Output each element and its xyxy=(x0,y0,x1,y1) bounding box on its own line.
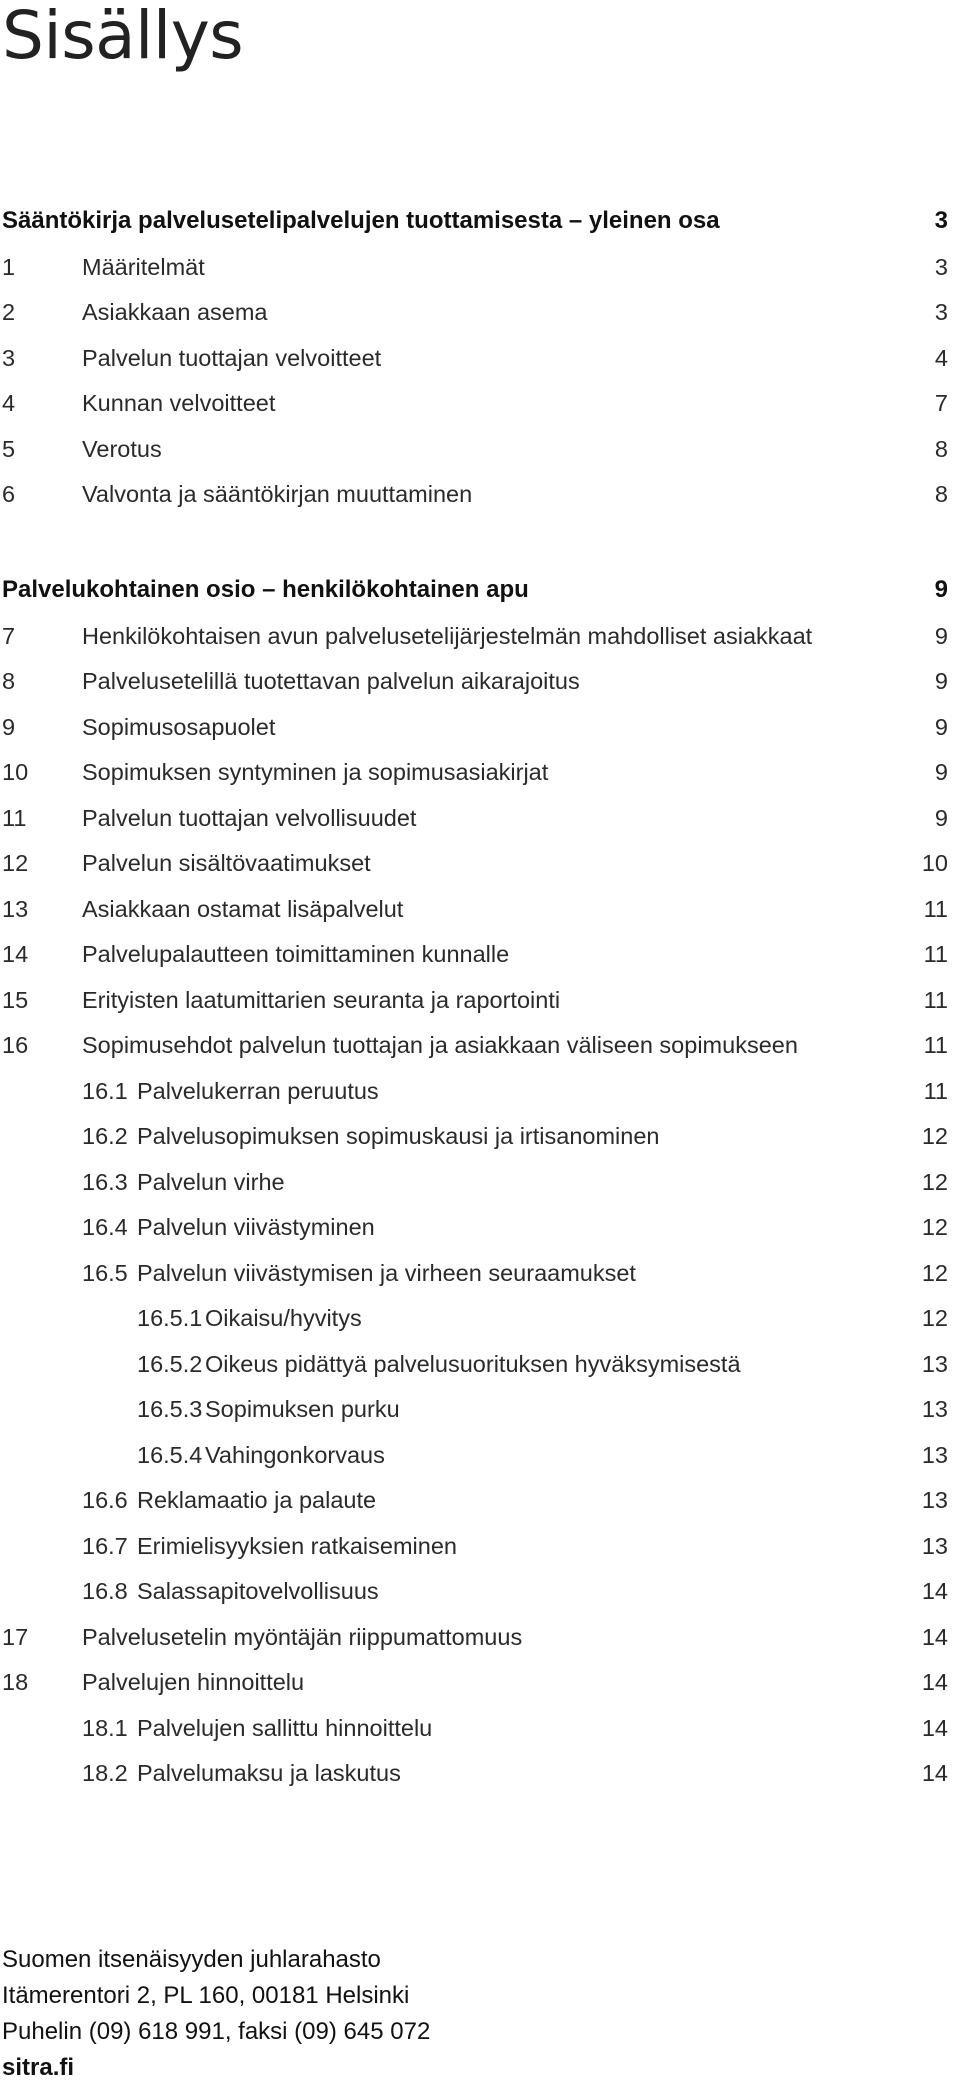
toc-entry[interactable] xyxy=(0,1253,948,1293)
toc-entry-page: 12 xyxy=(921,1259,948,1286)
toc-entry-page: 9 xyxy=(934,804,948,831)
footer-address: Itämerentori 2, PL 160, 00181 Helsinki xyxy=(2,1982,410,2009)
toc-entry[interactable] xyxy=(0,1116,948,1156)
toc-entry-page: 14 xyxy=(921,1714,948,1741)
toc-entry-number: 16 xyxy=(2,1032,29,1058)
toc-entry-page: 12 xyxy=(921,1214,948,1240)
toc-entry-title: Palvelumaksu ja laskutus xyxy=(137,1760,401,1786)
toc-entry-title: Valvonta ja sääntökirjan muuttaminen xyxy=(82,481,473,507)
toc-entry[interactable] xyxy=(0,247,948,287)
toc-entry-page: 11 xyxy=(923,941,948,967)
toc-entry-title: Palvelusetelin myöntäjän riippumattomuus xyxy=(82,1623,523,1650)
toc-entry-title: Salassapitovelvollisuus xyxy=(137,1578,379,1604)
toc-entry-number: 16.7 xyxy=(82,1532,128,1559)
toc-entry-page: 10 xyxy=(921,850,948,876)
toc-entry-number: 16.5.1 xyxy=(137,1305,203,1331)
toc-heading-page: 9 xyxy=(934,576,948,603)
toc-entry-page: 3 xyxy=(934,299,948,325)
toc-entry[interactable] xyxy=(0,1435,948,1475)
toc-entry-title: Palvelun viivästymisen ja virheen seuraamukset xyxy=(137,1259,636,1286)
toc-entry-title: Verotus xyxy=(82,435,162,462)
toc-entry-page: 9 xyxy=(934,759,948,785)
toc-entry[interactable] xyxy=(0,1662,948,1702)
toc-entry-number: 18.2 xyxy=(82,1760,128,1786)
toc-entry-title: Reklamaatio ja palaute xyxy=(137,1487,377,1513)
toc-entry-title: Palvelujen sallittu hinnoittelu xyxy=(137,1714,433,1741)
toc-entry-number: 16.8 xyxy=(82,1578,128,1604)
toc-entry-title: Sopimusosapuolet xyxy=(82,713,276,740)
toc-entry-number: 13 xyxy=(2,895,29,922)
toc-entry-number: 11 xyxy=(2,804,27,831)
toc-entry-page: 14 xyxy=(921,1578,948,1604)
toc-entry-number: 16.5 xyxy=(82,1259,128,1286)
toc-entry-page: 12 xyxy=(921,1168,948,1195)
toc-entry-page: 13 xyxy=(921,1487,948,1513)
toc-entry-title: Palvelukerran peruutus xyxy=(137,1077,379,1104)
toc-entry[interactable] xyxy=(0,383,948,423)
toc-entry-page: 11 xyxy=(923,986,948,1013)
toc-entry[interactable] xyxy=(0,1162,948,1202)
toc-heading-text: Palvelukohtainen osio – henkilökohtainen apu xyxy=(2,576,529,603)
toc-entry-title: Palvelun viivästyminen xyxy=(137,1214,375,1240)
toc-entry-number: 10 xyxy=(2,759,29,785)
toc-entry[interactable] xyxy=(0,1571,948,1611)
toc-entry[interactable] xyxy=(0,661,948,701)
toc-entry-page: 13 xyxy=(921,1441,948,1468)
toc-entry-page: 4 xyxy=(934,344,948,371)
toc-entry-title: Asiakkaan asema xyxy=(82,299,268,325)
toc-entry-number: 9 xyxy=(2,713,16,740)
toc-entry-number: 16.3 xyxy=(82,1168,128,1195)
toc-entry-title: Palvelun virhe xyxy=(137,1168,285,1195)
toc-entry-page: 14 xyxy=(921,1760,948,1786)
toc-entry[interactable] xyxy=(0,1298,948,1338)
toc-entry[interactable] xyxy=(0,752,948,792)
toc-entry-number: 17 xyxy=(2,1623,29,1650)
toc-entry[interactable] xyxy=(0,429,948,469)
toc-entry[interactable] xyxy=(0,980,948,1020)
toc-entry-number: 18 xyxy=(2,1669,29,1695)
toc-entry[interactable] xyxy=(0,474,948,514)
toc-entry-page: 14 xyxy=(921,1669,948,1695)
toc-entry-number: 15 xyxy=(2,986,29,1013)
toc-entry-title: Palvelujen hinnoittelu xyxy=(82,1669,305,1695)
toc-entry-title: Palvelun tuottajan velvoitteet xyxy=(82,344,382,371)
toc-entry-title: Palvelusopimuksen sopimuskausi ja irtisanominen xyxy=(137,1123,660,1149)
toc-entry[interactable] xyxy=(0,1617,948,1657)
toc-section-heading[interactable] xyxy=(0,570,948,610)
toc-entry[interactable] xyxy=(0,1071,948,1111)
toc-entry-title: Palvelun tuottajan velvollisuudet xyxy=(82,804,417,831)
toc-entry-number: 16.4 xyxy=(82,1214,128,1240)
toc-entry-number: 14 xyxy=(2,941,29,967)
toc-entry[interactable] xyxy=(0,1480,948,1520)
toc-entry-page: 9 xyxy=(934,713,948,740)
toc-entry-title: Palvelusetelillä tuotettavan palvelun aikarajoitus xyxy=(82,668,580,694)
toc-entry-page: 11 xyxy=(923,895,948,922)
toc-entry-page: 11 xyxy=(923,1077,948,1104)
toc-entry[interactable] xyxy=(0,843,948,883)
page-title: Sisällys xyxy=(2,0,244,74)
toc-entry[interactable] xyxy=(0,1389,948,1429)
toc-entry-number: 8 xyxy=(2,668,16,694)
toc-entry[interactable] xyxy=(0,798,948,838)
toc-entry-title: Vahingonkorvaus xyxy=(205,1441,385,1468)
toc-entry-title: Sopimuksen purku xyxy=(205,1396,400,1422)
toc-entry-number: 2 xyxy=(2,299,16,325)
toc-entry-page: 9 xyxy=(934,622,948,649)
toc-entry-number: 1 xyxy=(2,253,16,280)
toc-entry-number: 3 xyxy=(2,344,16,371)
toc-entry-title: Sopimusehdot palvelun tuottajan ja asiakkaan väliseen sopimukseen xyxy=(82,1032,798,1058)
toc-entry[interactable] xyxy=(0,889,948,929)
toc-entry[interactable] xyxy=(0,338,948,378)
toc-entry-title: Kunnan velvoitteet xyxy=(82,390,276,416)
toc-entry-page: 12 xyxy=(921,1305,948,1331)
toc-entry[interactable] xyxy=(0,1025,948,1065)
toc-entry-page: 8 xyxy=(934,435,948,462)
toc-entry-title: Palvelupalautteen toimittaminen kunnalle xyxy=(82,941,510,967)
toc-entry-number: 16.5.2 xyxy=(137,1350,203,1377)
toc-entry-title: Oikaisu/hyvitys xyxy=(205,1305,362,1331)
toc-entry-number: 16.5.3 xyxy=(137,1396,203,1422)
toc-entry-title: Henkilökohtaisen avun palvelusetelijärjestelmän mahdolliset asiakkaat xyxy=(82,622,813,649)
toc-entry-title: Erimielisyyksien ratkaiseminen xyxy=(137,1532,457,1559)
toc-entry[interactable] xyxy=(0,292,948,332)
footer-phone: Puhelin (09) 618 991, faksi (09) 645 072 xyxy=(2,2018,431,2045)
toc-entry-title: Oikeus pidättyä palvelusuorituksen hyväksymisestä xyxy=(205,1350,741,1377)
toc-entry[interactable] xyxy=(0,1708,948,1748)
toc-entry-page: 13 xyxy=(921,1396,948,1422)
toc-entry[interactable] xyxy=(0,934,948,974)
footer-website[interactable]: sitra.fi xyxy=(2,2054,75,2081)
toc-entry-number: 16.6 xyxy=(82,1487,128,1513)
toc-entry[interactable] xyxy=(0,1526,948,1566)
footer xyxy=(2,1942,430,2086)
toc-entry-page: 13 xyxy=(921,1532,948,1559)
toc-entry[interactable] xyxy=(0,1344,948,1384)
toc-entry-page: 8 xyxy=(934,481,948,507)
toc-entry-page: 14 xyxy=(921,1623,948,1650)
toc-entry-number: 7 xyxy=(2,622,16,649)
toc-entry-number: 16.1 xyxy=(82,1077,128,1104)
toc-entry-title: Sopimuksen syntyminen ja sopimusasiakirjat xyxy=(82,759,549,785)
toc-entry-title: Palvelun sisältövaatimukset xyxy=(82,850,371,876)
toc-entry-title: Erityisten laatumittarien seuranta ja raportointi xyxy=(82,986,561,1013)
toc-entry[interactable] xyxy=(0,1753,948,1793)
toc-entry-number: 18.1 xyxy=(82,1714,128,1741)
toc-entry-page: 9 xyxy=(934,668,948,694)
toc-entry-number: 4 xyxy=(2,390,16,416)
toc-entry[interactable] xyxy=(0,707,948,747)
toc-entry[interactable] xyxy=(0,616,948,656)
toc-entry-number: 6 xyxy=(2,481,16,507)
toc-entry-page: 7 xyxy=(934,390,948,416)
toc-entry-number: 12 xyxy=(2,850,29,876)
toc-entry[interactable] xyxy=(0,1207,948,1247)
toc-heading-page: 3 xyxy=(934,207,948,234)
toc-heading-text: Sääntökirja palvelusetelipalvelujen tuottamisesta – yleinen osa xyxy=(2,207,720,234)
toc-entry-page: 13 xyxy=(921,1350,948,1377)
toc-entry-title: Asiakkaan ostamat lisäpalvelut xyxy=(82,895,404,922)
toc-entry-page: 12 xyxy=(921,1123,948,1149)
footer-org: Suomen itsenäisyyden juhlarahasto xyxy=(2,1946,381,1973)
toc-entry-number: 16.2 xyxy=(82,1123,128,1149)
toc-entry-number: 16.5.4 xyxy=(137,1441,203,1468)
toc-entry-page: 3 xyxy=(934,253,948,280)
toc-entry-number: 5 xyxy=(2,435,16,462)
toc-entry-title: Määritelmät xyxy=(82,253,205,280)
toc-entry-page: 11 xyxy=(923,1032,948,1058)
toc-section-heading[interactable] xyxy=(0,201,948,241)
